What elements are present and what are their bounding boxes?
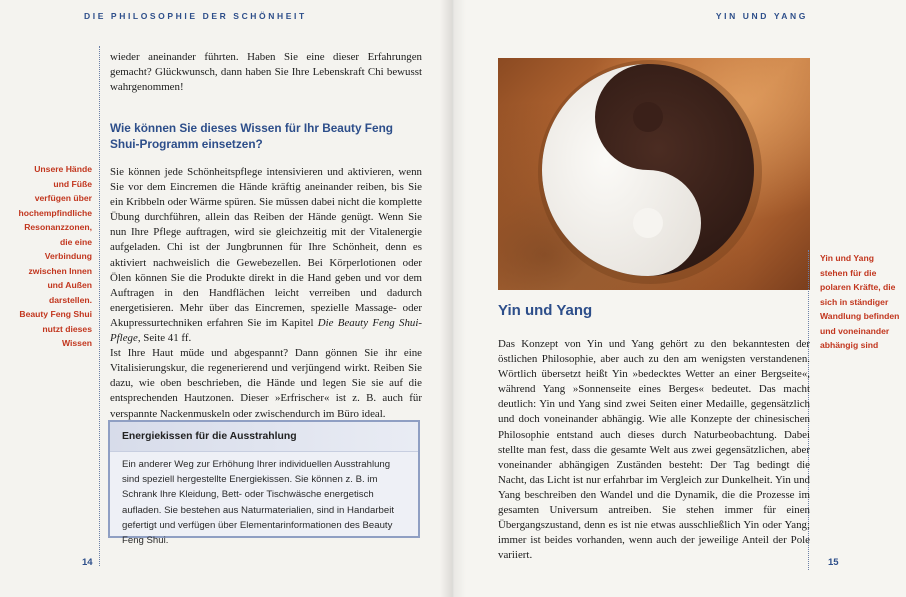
paragraph-2: Ist Ihre Haut müde und abgespannt? Dann gönnen Sie ihr eine Vitalisierungskur, die regenerierend und verjüngend wirkt. Reiben Sie dazu, wie oben beschrieben, die Hände und legen Sie sie auf die entsprechenden Hautzonen. Dieser »Erfrischer« ist z. B. auch für verspannte Nackenmuskeln oder zwischendurch im Büro ideal. [110, 347, 422, 420]
yin-yang-photo [498, 58, 810, 290]
margin-note-left: Unsere Hände und Füße verfügen über hochempfindliche Resonanzzonen, die eine Verbindung zwischen Innen und Außen darstellen. Beauty Feng Shui nutzt dieses Wissen [18, 164, 92, 348]
yin-yang-text: Das Konzept von Yin und Yang gehört zu den bekanntesten der östlichen Philosophie, aber auch zu den am wenigsten verstandenen. Wörtlich übersetzt heißt Yin »bedecktes Wetter an einer Bergseite«, während Yang »Sonnenseite eines Berges« bedeutet. Das macht deutlich: Yin und Yang sind zwei Seiten einer Medaille, gegensätzlich und doch voneinander abhängig. Wie alle Konzepte der chinesischen Philosophie entstand auch dieses durch Naturbeobachtung. Dabei stellte man fest, dass die gesamte Welt aus zwei gegensätzlichen, aber voneinander abhängigen Zuständen besteht: Der Tag bedingt die Nacht, das Licht ist nur erfahrbar im Vergleich zur Dunkelheit. Yin und Yang beschreiben den Wandel und die Dynamik, die die Prozesse im gesamten Universum antreiben. Sie stehen immer für einen Übergangszustand, denn es ist nie etwas ausschließlich Yin oder Yang; immer ist beides vorhanden, wenn auch der jeweilige Anteil der Pole variiert. [498, 338, 810, 562]
margin-note-right: Yin und Yang stehen für die polaren Kräfte, die sich in ständiger Wandlung befinden und voneinander abhängig sind [820, 253, 900, 350]
page-reference: , Seite 41 ff. [137, 332, 192, 345]
page-number-left: 14 [82, 557, 93, 568]
paragraph-1 [110, 165, 422, 346]
page-number-right: 15 [828, 557, 839, 568]
section-heading: Wie können Sie dieses Wissen für Ihr Beauty Feng Shui-Programm einsetzen? [110, 121, 393, 151]
right-page [453, 0, 906, 597]
info-box [108, 420, 420, 547]
yin-yang-icon [498, 58, 810, 290]
section-heading-yin-yang: Yin und Yang [498, 302, 593, 319]
chapter-reference: Die Beauty Feng Shui-Pflege [110, 316, 422, 345]
info-box-text: Ein anderer Weg zur Erhöhung Ihrer individuellen Ausstrahlung sind speziell hergestellte Energiekissen. Sie können z. B. im Schrank Ihre Kleidung, Bett- oder Tischwäsche energetisch aufladen. Sie bestehen aus Naturmaterialien, sind in Handarbeit gefertigt und verfügen über Elementarinformationen des Beauty Feng Shui. [122, 459, 394, 547]
main-text [110, 165, 422, 422]
margin-divider-left [99, 46, 100, 566]
paragraph-1-text: Sie können jede Schönheitspflege intensivieren und aktivieren, wenn Sie vor dem Eincremen die Hände kräftig aneinander reiben, bis Sie ein Kribbeln oder Wärme spüren. Sie müssen dabei nicht die komplette Übung durchführen, allein das Reiben der Hände genügt. Wenn Sie nun Ihre Pflege auftragen, wird sie gleichzeitig mit der Vitalenergie aufgeladen. Chi ist der Jungbrunnen für Ihre Schönheit, denn es aktiviert nachweislich die Gewebezellen. Bei Körperlotionen oder Ölen können Sie die Produkte direkt in die Hand geben und vor dem Auftragen in den Handflächen leicht verreiben und dadurch energetisieren. Mehr über das Eincremen, spezielle Massage- oder Akupressurtechniken erfahren Sie im Kapitel [110, 166, 422, 329]
running-head-left: DIE PHILOSOPHIE DER SCHÖNHEIT [84, 11, 307, 21]
info-box-title: Energiekissen für die Ausstrahlung [122, 431, 297, 442]
intro-paragraph: wieder aneinander führten. Haben Sie eine dieser Erfahrungen gemacht? Glückwunsch, dann haben Sie Ihre Lebenskraft Chi bewusst wahrgenommen! [110, 51, 422, 94]
running-head-right: YIN UND YANG [715, 11, 808, 21]
